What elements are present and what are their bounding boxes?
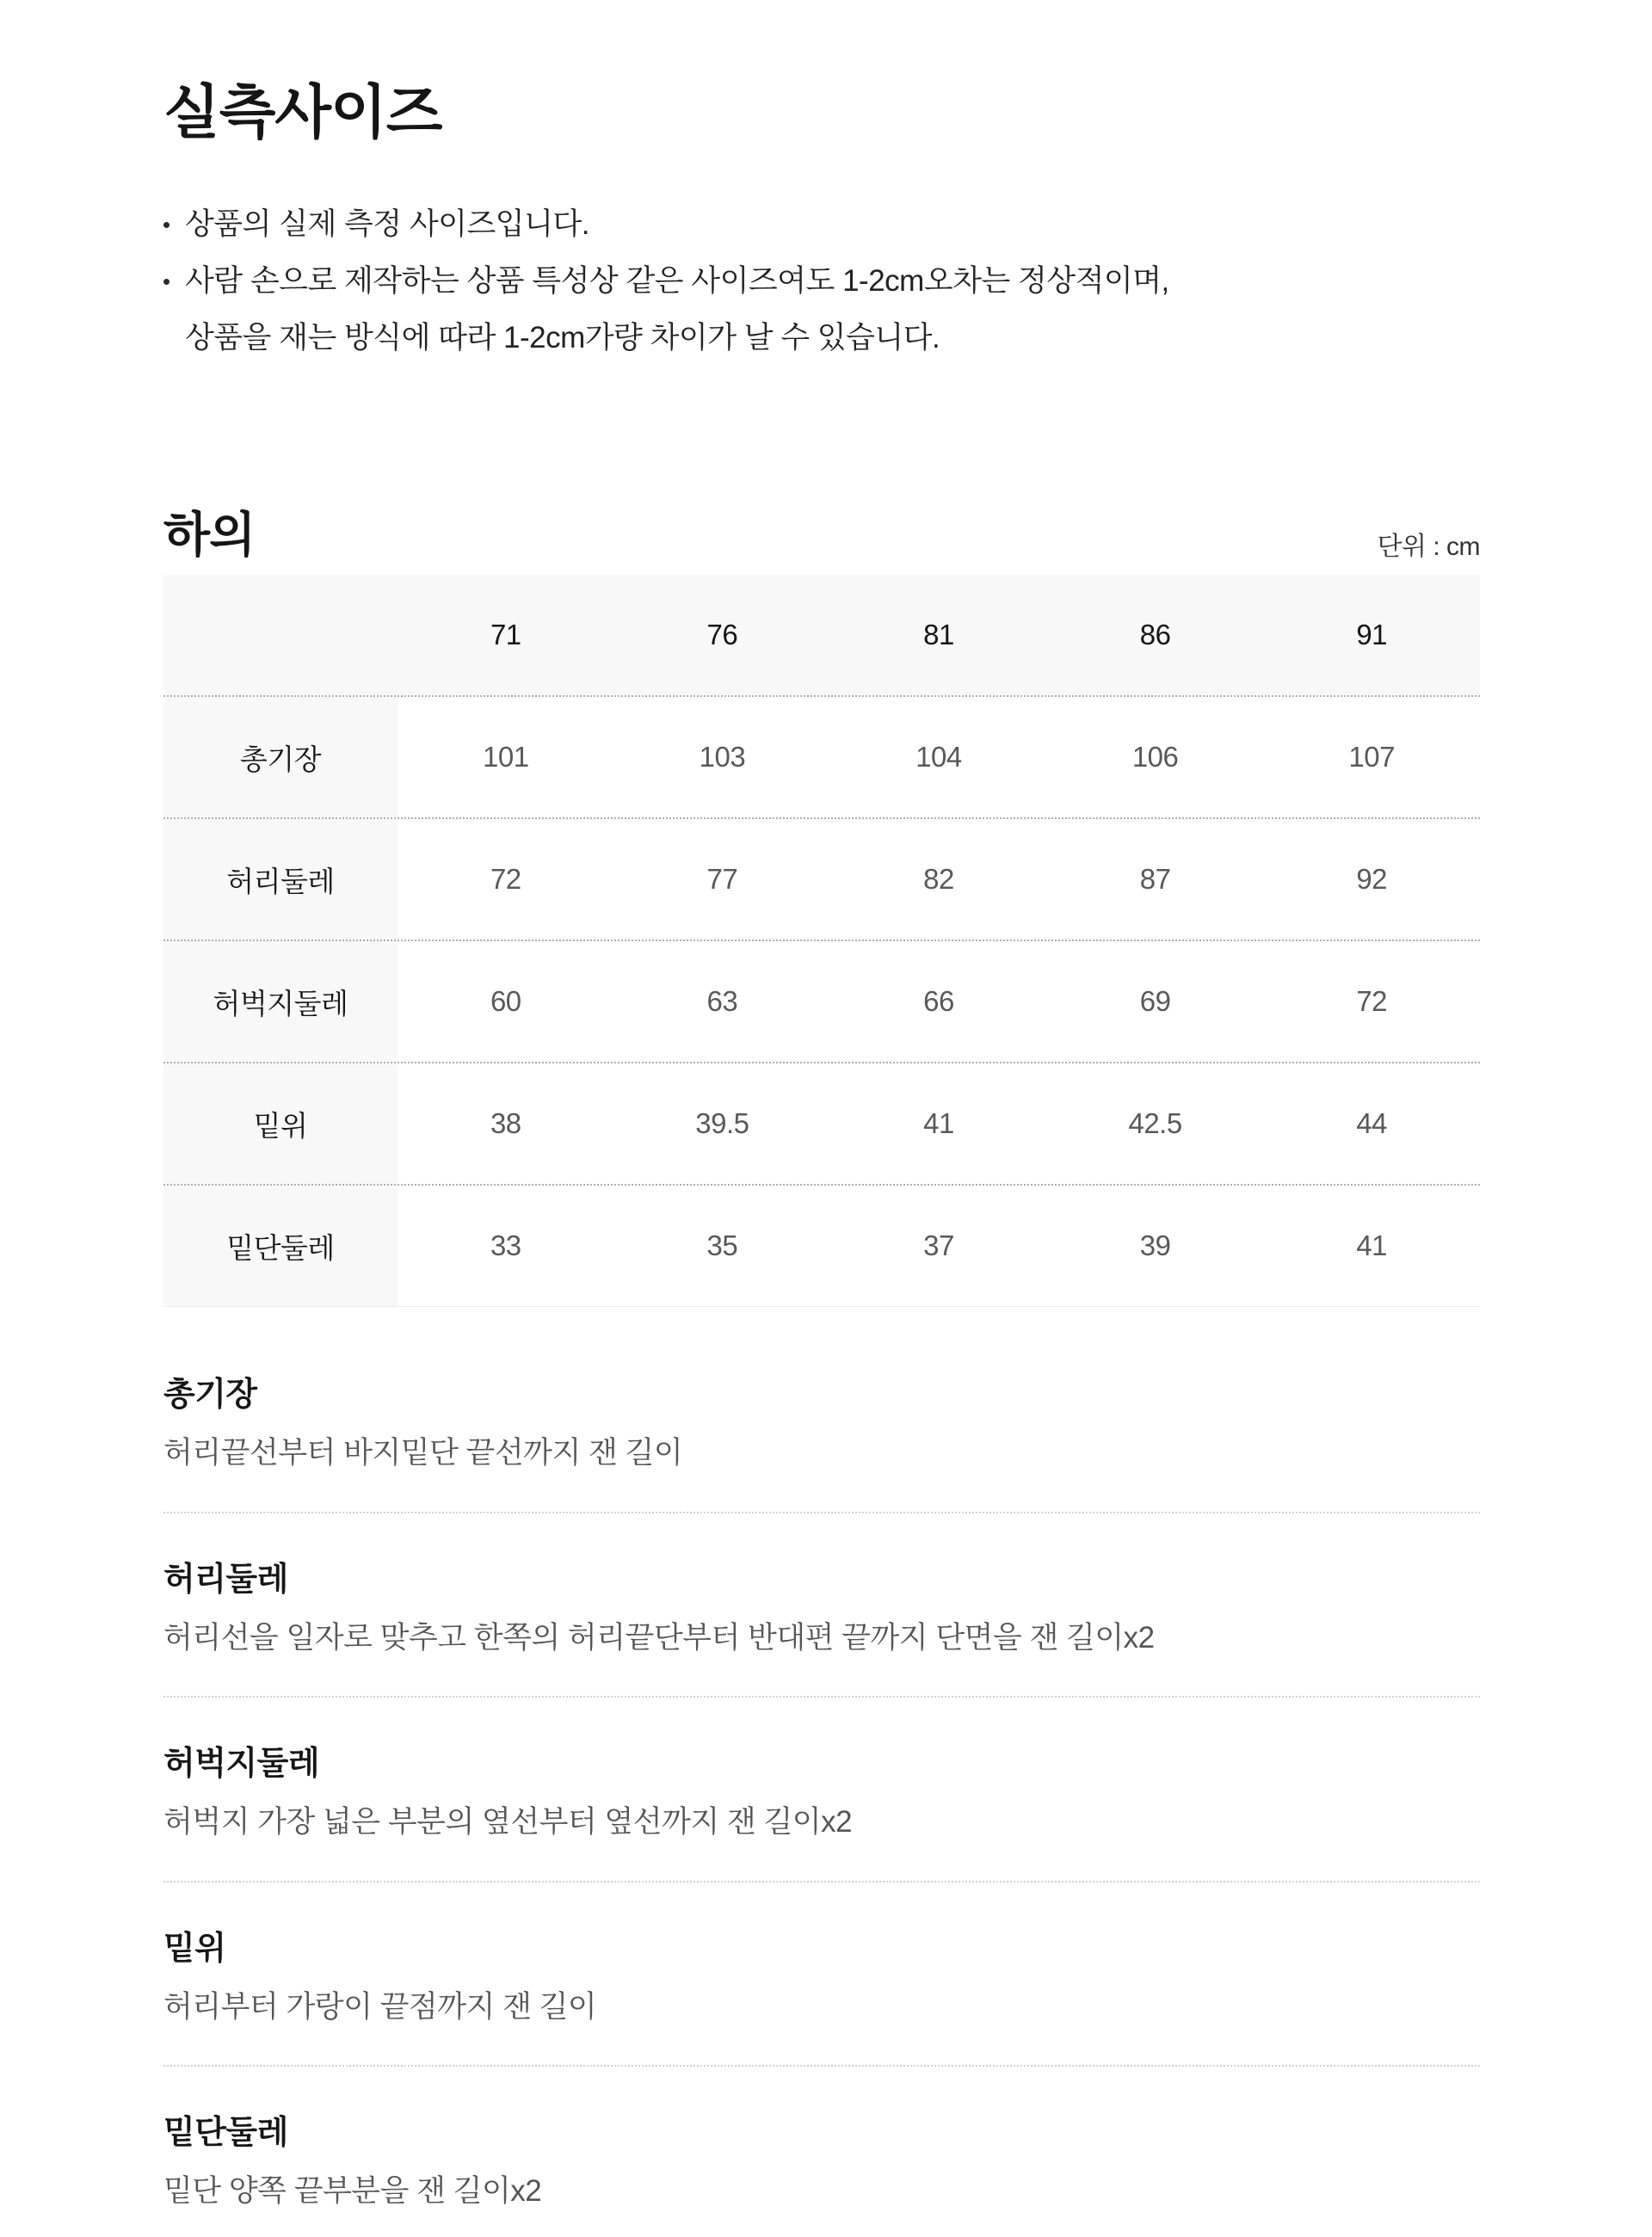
cell-value: 41 (923, 1107, 954, 1140)
cell-value: 104 (915, 741, 962, 773)
note-line-3 (163, 310, 1480, 367)
cell-value: 44 (1356, 1107, 1388, 1140)
cell-value: 72 (1356, 985, 1388, 1018)
definition-term: 허리둘레 (163, 1561, 288, 1598)
note-text: 상품의 실제 측정 사이즈입니다. (185, 207, 589, 242)
cell-value: 38 (490, 1107, 521, 1140)
note-text: 사람 손으로 제작하는 상품 특성상 같은 사이즈여도 1-2cm오차는 정상적이며, (185, 264, 1169, 299)
table-row-rise (163, 1062, 1480, 1184)
column-header: 81 (830, 575, 1047, 695)
unit-label: 단위 : cm (1377, 533, 1480, 562)
column-header: 76 (614, 575, 831, 695)
size-table (163, 575, 1480, 1307)
column-header: 71 (398, 575, 614, 695)
section-header (163, 497, 1480, 566)
definition-term: 밑단둘레 (163, 2115, 288, 2152)
section-title-bottoms: 하의 (163, 508, 256, 563)
cell-value: 39 (1139, 1229, 1171, 1262)
definition-thigh (163, 1698, 1480, 1883)
definition-description: 허리선을 일자로 맞추고 한쪽의 허리끝단부터 반대편 끝까지 단면을 잰 길이x2 (163, 1620, 1155, 1655)
cell-value: 41 (1356, 1229, 1388, 1262)
table-row-thigh (163, 940, 1480, 1062)
cell-value: 42.5 (1128, 1107, 1182, 1140)
definition-description: 허리끝선부터 바지밑단 끝선까지 잰 길이 (163, 1436, 683, 1470)
definition-term: 총기장 (163, 1377, 257, 1414)
cell-value: 39.5 (695, 1107, 749, 1140)
cell-value: 87 (1139, 863, 1171, 896)
note-line-2 (163, 253, 1480, 310)
column-header: 91 (1263, 575, 1480, 695)
table-row-total-length (163, 695, 1480, 817)
cell-value: 66 (923, 985, 954, 1018)
notes-list (163, 196, 1480, 367)
cell-value: 103 (699, 741, 746, 773)
row-label: 밑단둘레 (163, 1186, 398, 1306)
cell-value: 77 (706, 863, 738, 896)
definition-rise (163, 1883, 1480, 2068)
row-label: 총기장 (163, 697, 398, 817)
cell-value: 63 (706, 985, 738, 1018)
cell-value: 82 (923, 863, 954, 896)
cell-value: 101 (483, 741, 529, 773)
cell-value: 92 (1356, 863, 1388, 896)
definition-hem (163, 2067, 1480, 2211)
page-title: 실측사이즈 (163, 80, 442, 145)
cell-value: 106 (1131, 741, 1179, 773)
table-row-hem (163, 1184, 1480, 1307)
content-area (163, 0, 1480, 2211)
definition-term: 밑위 (163, 1930, 226, 1967)
cell-value: 37 (923, 1229, 954, 1262)
definition-term: 허벅지둘레 (163, 1746, 320, 1783)
row-label: 허벅지둘레 (163, 941, 398, 1062)
note-line-1 (163, 196, 1480, 253)
cell-value: 60 (490, 985, 521, 1018)
note-text: 상품을 재는 방식에 따라 1-2cm가량 차이가 날 수 있습니다. (185, 321, 940, 355)
cell-value: 35 (706, 1229, 738, 1262)
cell-value: 72 (490, 863, 521, 896)
table-row-waist (163, 817, 1480, 940)
measurement-definitions (163, 1367, 1480, 2211)
definition-description: 밑단 양쪽 끝부분을 잰 길이x2 (163, 2174, 542, 2209)
definition-description: 허리부터 가랑이 끝점까지 잰 길이 (163, 1989, 597, 2024)
bullet-dot-icon (163, 279, 170, 285)
cell-value: 107 (1348, 741, 1395, 773)
corner-cell (163, 575, 398, 695)
cell-value: 69 (1139, 985, 1171, 1018)
cell-value: 33 (490, 1229, 521, 1262)
size-table-header-row (163, 575, 1480, 695)
definition-description: 허벅지 가장 넓은 부분의 옆선부터 옆선까지 잰 길이x2 (163, 1805, 853, 1840)
definition-waist (163, 1513, 1480, 1698)
row-label: 밑위 (163, 1063, 398, 1184)
column-header: 86 (1047, 575, 1264, 695)
definition-total-length (163, 1367, 1480, 1513)
row-label: 허리둘레 (163, 819, 398, 940)
bullet-dot-icon (163, 222, 170, 228)
